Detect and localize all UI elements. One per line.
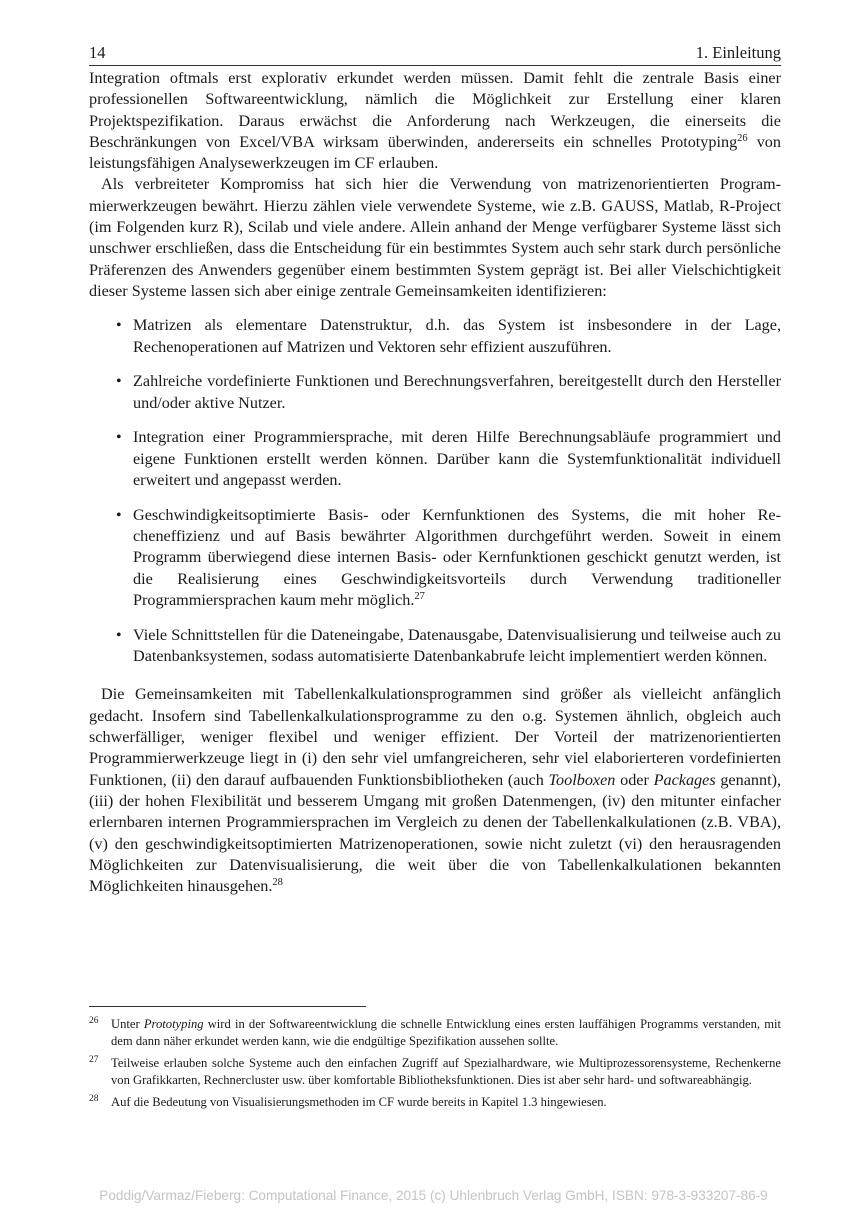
footnote-ref-27[interactable]: 27 <box>414 591 425 603</box>
footnote-27: 27 Teilweise erlauben solche Systeme auch den einfachen Zugriff auf Spezialhardware, wie Multiprozessorensysteme, Rechenkerne von Grafikkarten, Rechnercluster usw. über komfortable Bibliotheksfunktionen. Dies ist aber sehr hard- und softwareabhängig. <box>89 1055 781 1088</box>
footnote-26: 26 Unter Prototyping wird in der Softwareentwicklung die schnelle Entwicklung eines ersten lauffähigen Programms verstanden, mit dem dann näher erkundet werden kann, wie die endgültige Spezifikation aussehen sollte. <box>89 1016 781 1049</box>
body-text <box>89 68 781 897</box>
footnote-ref-28[interactable]: 28 <box>272 877 283 889</box>
copyright-watermark: Poddig/Varmaz/Fieberg: Computational Finance, 2015 (c) Uhlenbruch Verlag GmbH, ISBN: 978-3-933207-86-9 <box>99 1188 768 1203</box>
chapter-title: 1. Einleitung <box>695 43 781 62</box>
footnotes <box>89 1016 781 1117</box>
list-item: • Viele Schnittstellen für die Dateneingabe, Datenausgabe, Datenvisualisierung und teilweise auch zu Datenbanksystemen, sodass automatisierte Datenbankabrufe leicht implementiert werden können. <box>133 625 781 668</box>
page-number: 14 <box>89 43 106 62</box>
footnote-number: 26 <box>89 1016 99 1026</box>
list-item: • Matrizen als elementare Datenstruktur, d.h. das System ist insbesondere in der Lage, Rechenoperationen auf Matrizen und Vektoren sehr effizient auszuführen. <box>133 315 781 358</box>
footnote-28: 28 Auf die Bedeutung von Visualisierungsmethoden im CF wurde bereits in Kapitel 1.3 hingewiesen. <box>89 1094 781 1111</box>
running-header <box>89 43 781 66</box>
footnote-ref-26[interactable]: 26 <box>737 132 748 144</box>
paragraph-1: Integration oftmals erst explorativ erkundet werden müssen. Damit fehlt die zentrale Basis einer professionellen Softwareentwicklung, nämlich die Möglichkeit zur Erstellung einer klaren Projektspezifikation. Daraus erwächst die Anforderung nach Werkzeugen, die einerseits die Beschränkungen von Excel/VBA wirksam überwinden, andererseits ein schnelles Prototyping$^{26}$ von leistungsfähigen Analysewerkzeugen im CF erlauben. <box>89 69 781 173</box>
list-item: • Zahlreiche vordefinierte Funktionen und Berechnungsverfahren, bereitgestellt durch den Hersteller und/oder aktive Nutzer. <box>133 371 781 414</box>
footnote-number: 27 <box>89 1055 99 1066</box>
bullet-list <box>89 315 781 667</box>
list-item: • Integration einer Programmiersprache, mit deren Hilfe Berechnungsabläufe programmiert und eigene Funktionen erstellt werden können. Darüber kann die Systemfunktionalität individuell erweitert und angepasst werden. <box>133 427 781 491</box>
paragraph-3: Die Gemeinsamkeiten mit Tabellenkalkulationsprogrammen sind größer als vielleicht anfänglich gedacht. Insofern sind Tabellenkalkulationsprogramme zu den o.g. Systemen ähnlich, obgleich auch schwerfälliger, weniger flexibel und weniger effizient. Der Vorteil der matrizenorientierten Programmierwerkzeuge liegt in (i) den sehr viel umfangreicheren, sehr viel elaborierteren vordefinierten Funktionen, (ii) den darauf aufbauenden Funktionsbibliotheken (auch Toolboxen oder Packages genannt), (iii) der hohen Flexibilität und besserem Umgang mit großen Datenmengen, (iv) den mitunter einfacher erlernbaren internen Programmiersprachen im Vergleich zu denen der Tabellenkalkulationen (z.B. VBA), (v) den geschwindigkeitsoptimierten Matrizenoperationen, sowie nicht zuletzt (vi) den herausragenden Möglichkeiten zur Datenvisualisierung, die weit über die von Tabellenkalkulationen bekannten Möglichkeiten hinausgehen.$^{28}$ <box>89 685 782 896</box>
footnote-divider <box>89 1006 366 1007</box>
list-item: • Geschwindigkeitsoptimierte Basis- oder Kernfunktionen des Systems, die mit hoher Recheneffizienz und auf Basis bewährter Algorithmen durchgeführt werden. Soweit in einem Programm überwiegend diese internen Basis- oder Kernfunktionen geschickt genutzt werden, ist die Realisierung eines Geschwindigkeitsvorteils durch Verwendung traditioneller Programmiersprachen kaum mehr möglich.$^{27}$ <box>133 505 781 611</box>
paragraph-2: Als verbreiteter Kompromiss hat sich hier die Verwendung von matrizenorientierten Programmierwerkzeugen bewährt. Hierzu zählen viele verwendete Systeme, wie z.B. GAUSS, Matlab, R-Project (im Folgenden kurz R), Scilab und viele andere. Allein anhand der Menge verfügbarer Systeme lässt sich unschwer erschließen, dass die Entscheidung für ein bestimmtes System auch sehr stark durch persönliche Präferenzen des Anwenders gegenüber einem bestimmten System geprägt ist. Bei aller Vielschichtigkeit dieser Systeme lassen sich aber einige zentrale Gemeinsamkeiten identifizieren: <box>89 175 781 300</box>
footnote-number: 28 <box>89 1094 99 1105</box>
